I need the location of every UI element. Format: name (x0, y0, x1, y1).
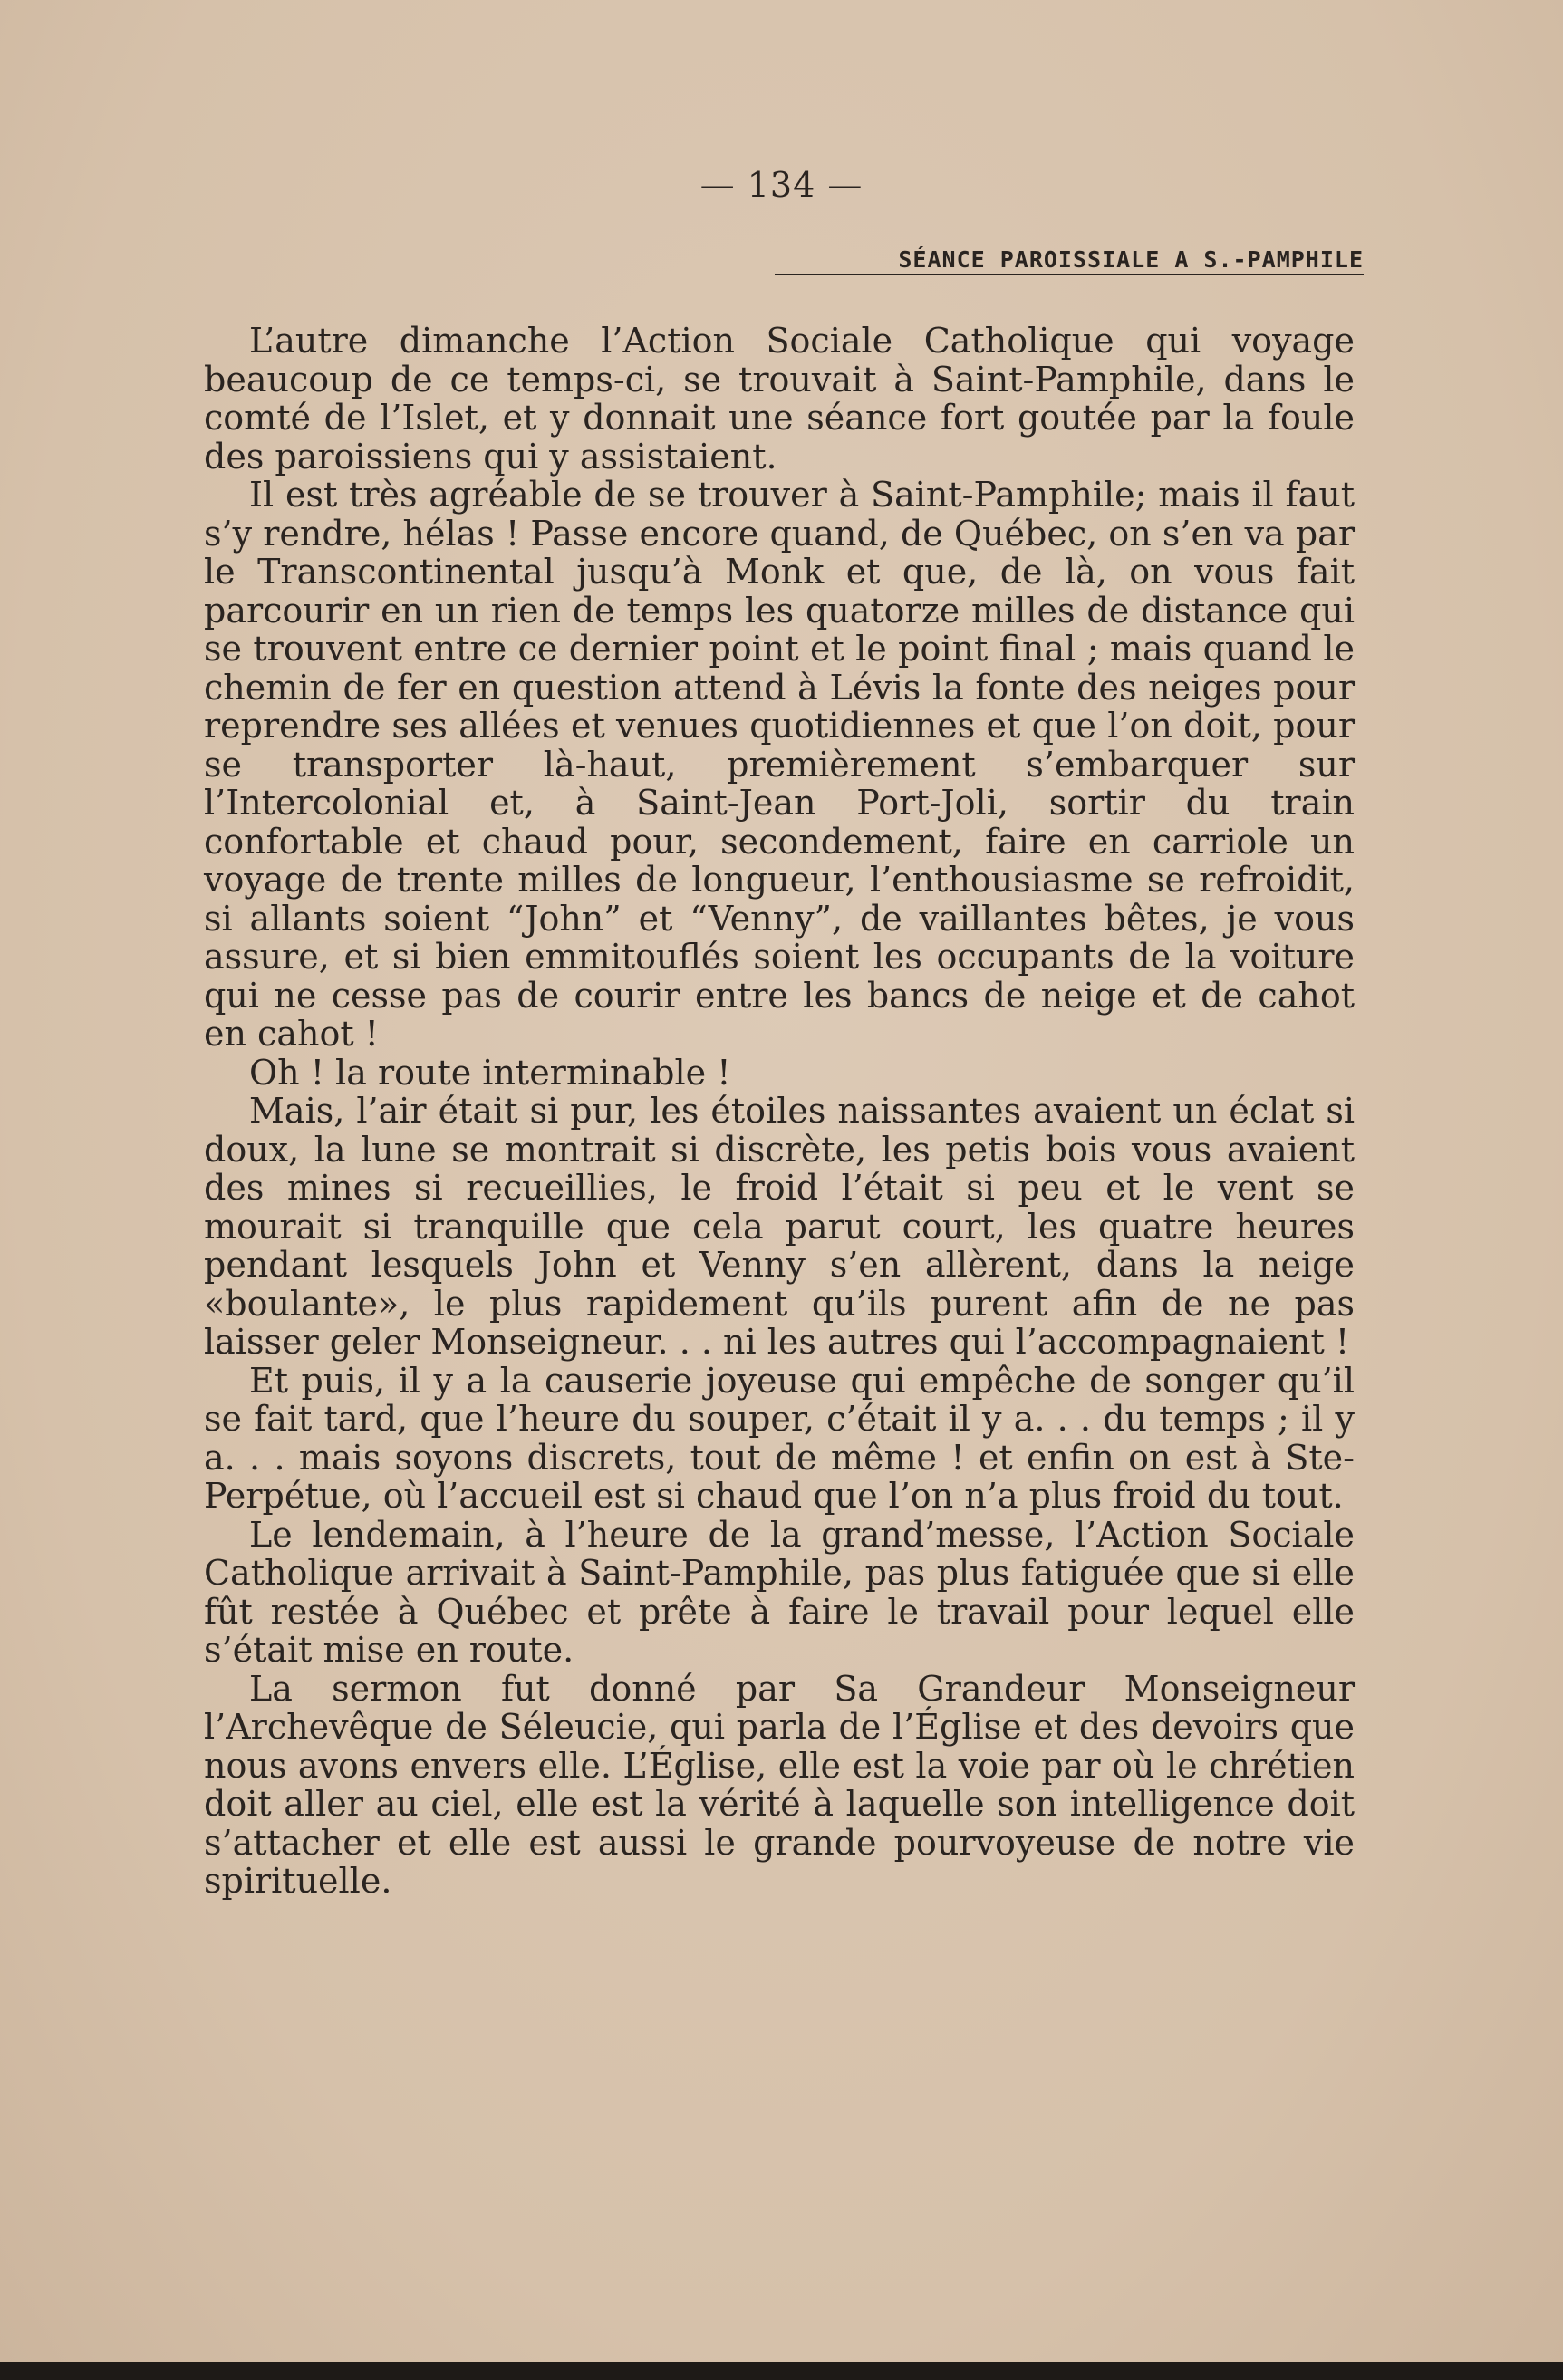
paragraph: Oh ! la route interminable ! (249, 1052, 731, 1093)
page-number: — 134 — (699, 165, 864, 205)
paragraph: La sermon fut donné par Sa Grandeur Monseigneur l’Archevêque de Séleucie, qui parla de l’Église et des devoirs que nous avons envers elle. L’Église, elle est la voie par où le chrétien doit aller au ciel, elle est la vérité à laquelle son intelligence doit s’attacher et elle est aussi le grande pourvoyeuse de notre vie spirituelle. (204, 1668, 1355, 1901)
paragraph: Mais, l’air était si pur, les étoiles naissantes avaient un éclat si doux, la lune se montrait si discrète, les petis bois vous avaient des mines si recueillies, le froid l’était si peu et le vent se mourait si tranquille que cela parut court, les quatre heures pendant lesquels John et Venny s’en allèrent, dans la neige «boulante», le plus rapidement qu’ils purent afin de ne pas laisser geler Monseigneur. . . ni les autres qui l’accompagnaient ! (204, 1091, 1355, 1362)
paragraph: Il est très agréable de se trouver à Saint-Pamphile; mais il faut s’y rendre, hélas ! Passe encore quand, de Québec, on s’en va par le Transcontinental jusqu’à Monk et que, de là, on vous fait parcourir en un rien de temps les quatorze milles de distance qui se trouvent entre ce dernier point et le point final ; mais quand le chemin de fer en question attend à Lévis la fonte des neiges pour reprendre ses allées et venues quotidiennes et que l’on doit, pour se transporter là-haut, premièrement s’embarquer sur l’Intercolonial et, à Saint-Jean Port-Joli, sortir du train confortable et chaud pour, secondement, faire en carriole un voyage de trente milles de longueur, l’enthousiasme se refroidit, si allants soient “John” et “Venny”, de vaillantes bêtes, je vous assure, et si bien emmitouflés soient les occupants de la voiture qui ne cesse pas de courir entre les bancs de neige et de cahot en cahot ! (204, 475, 1355, 1054)
scan-bottom-edge (0, 2362, 1563, 2380)
paragraph: Et puis, il y a la causerie joyeuse qui empêche de songer qu’il se fait tard, que l’heure du souper, c’était il y a. . . du temps ; il y a. . . mais soyons discrets, tout de même ! et enfin on est à Ste-Perpétue, où l’accueil est si chaud que l’on n’a plus froid du tout. (204, 1360, 1355, 1516)
paragraph: Le lendemain, à l’heure de la grand’messe, l’Action Sociale Catholique arrivait à Saint-Pamphile, pas plus fatiguée que si elle fût restée à Québec et prête à faire le travail pour lequel elle s’était mise en route. (204, 1514, 1355, 1670)
running-head: SÉANCE PAROISSIALE A S.-PAMPHILE (898, 246, 1364, 273)
paragraph: L’autre dimanche l’Action Sociale Catholique qui voyage beaucoup de ce temps-ci, se trouvait à Saint-Pamphile, dans le comté de l’Islet, et y donnait une séance fort goutée par la foule des paroissiens qui y assistaient. (204, 321, 1355, 477)
body-text (204, 322, 1355, 1901)
running-head-rule (775, 274, 1364, 275)
